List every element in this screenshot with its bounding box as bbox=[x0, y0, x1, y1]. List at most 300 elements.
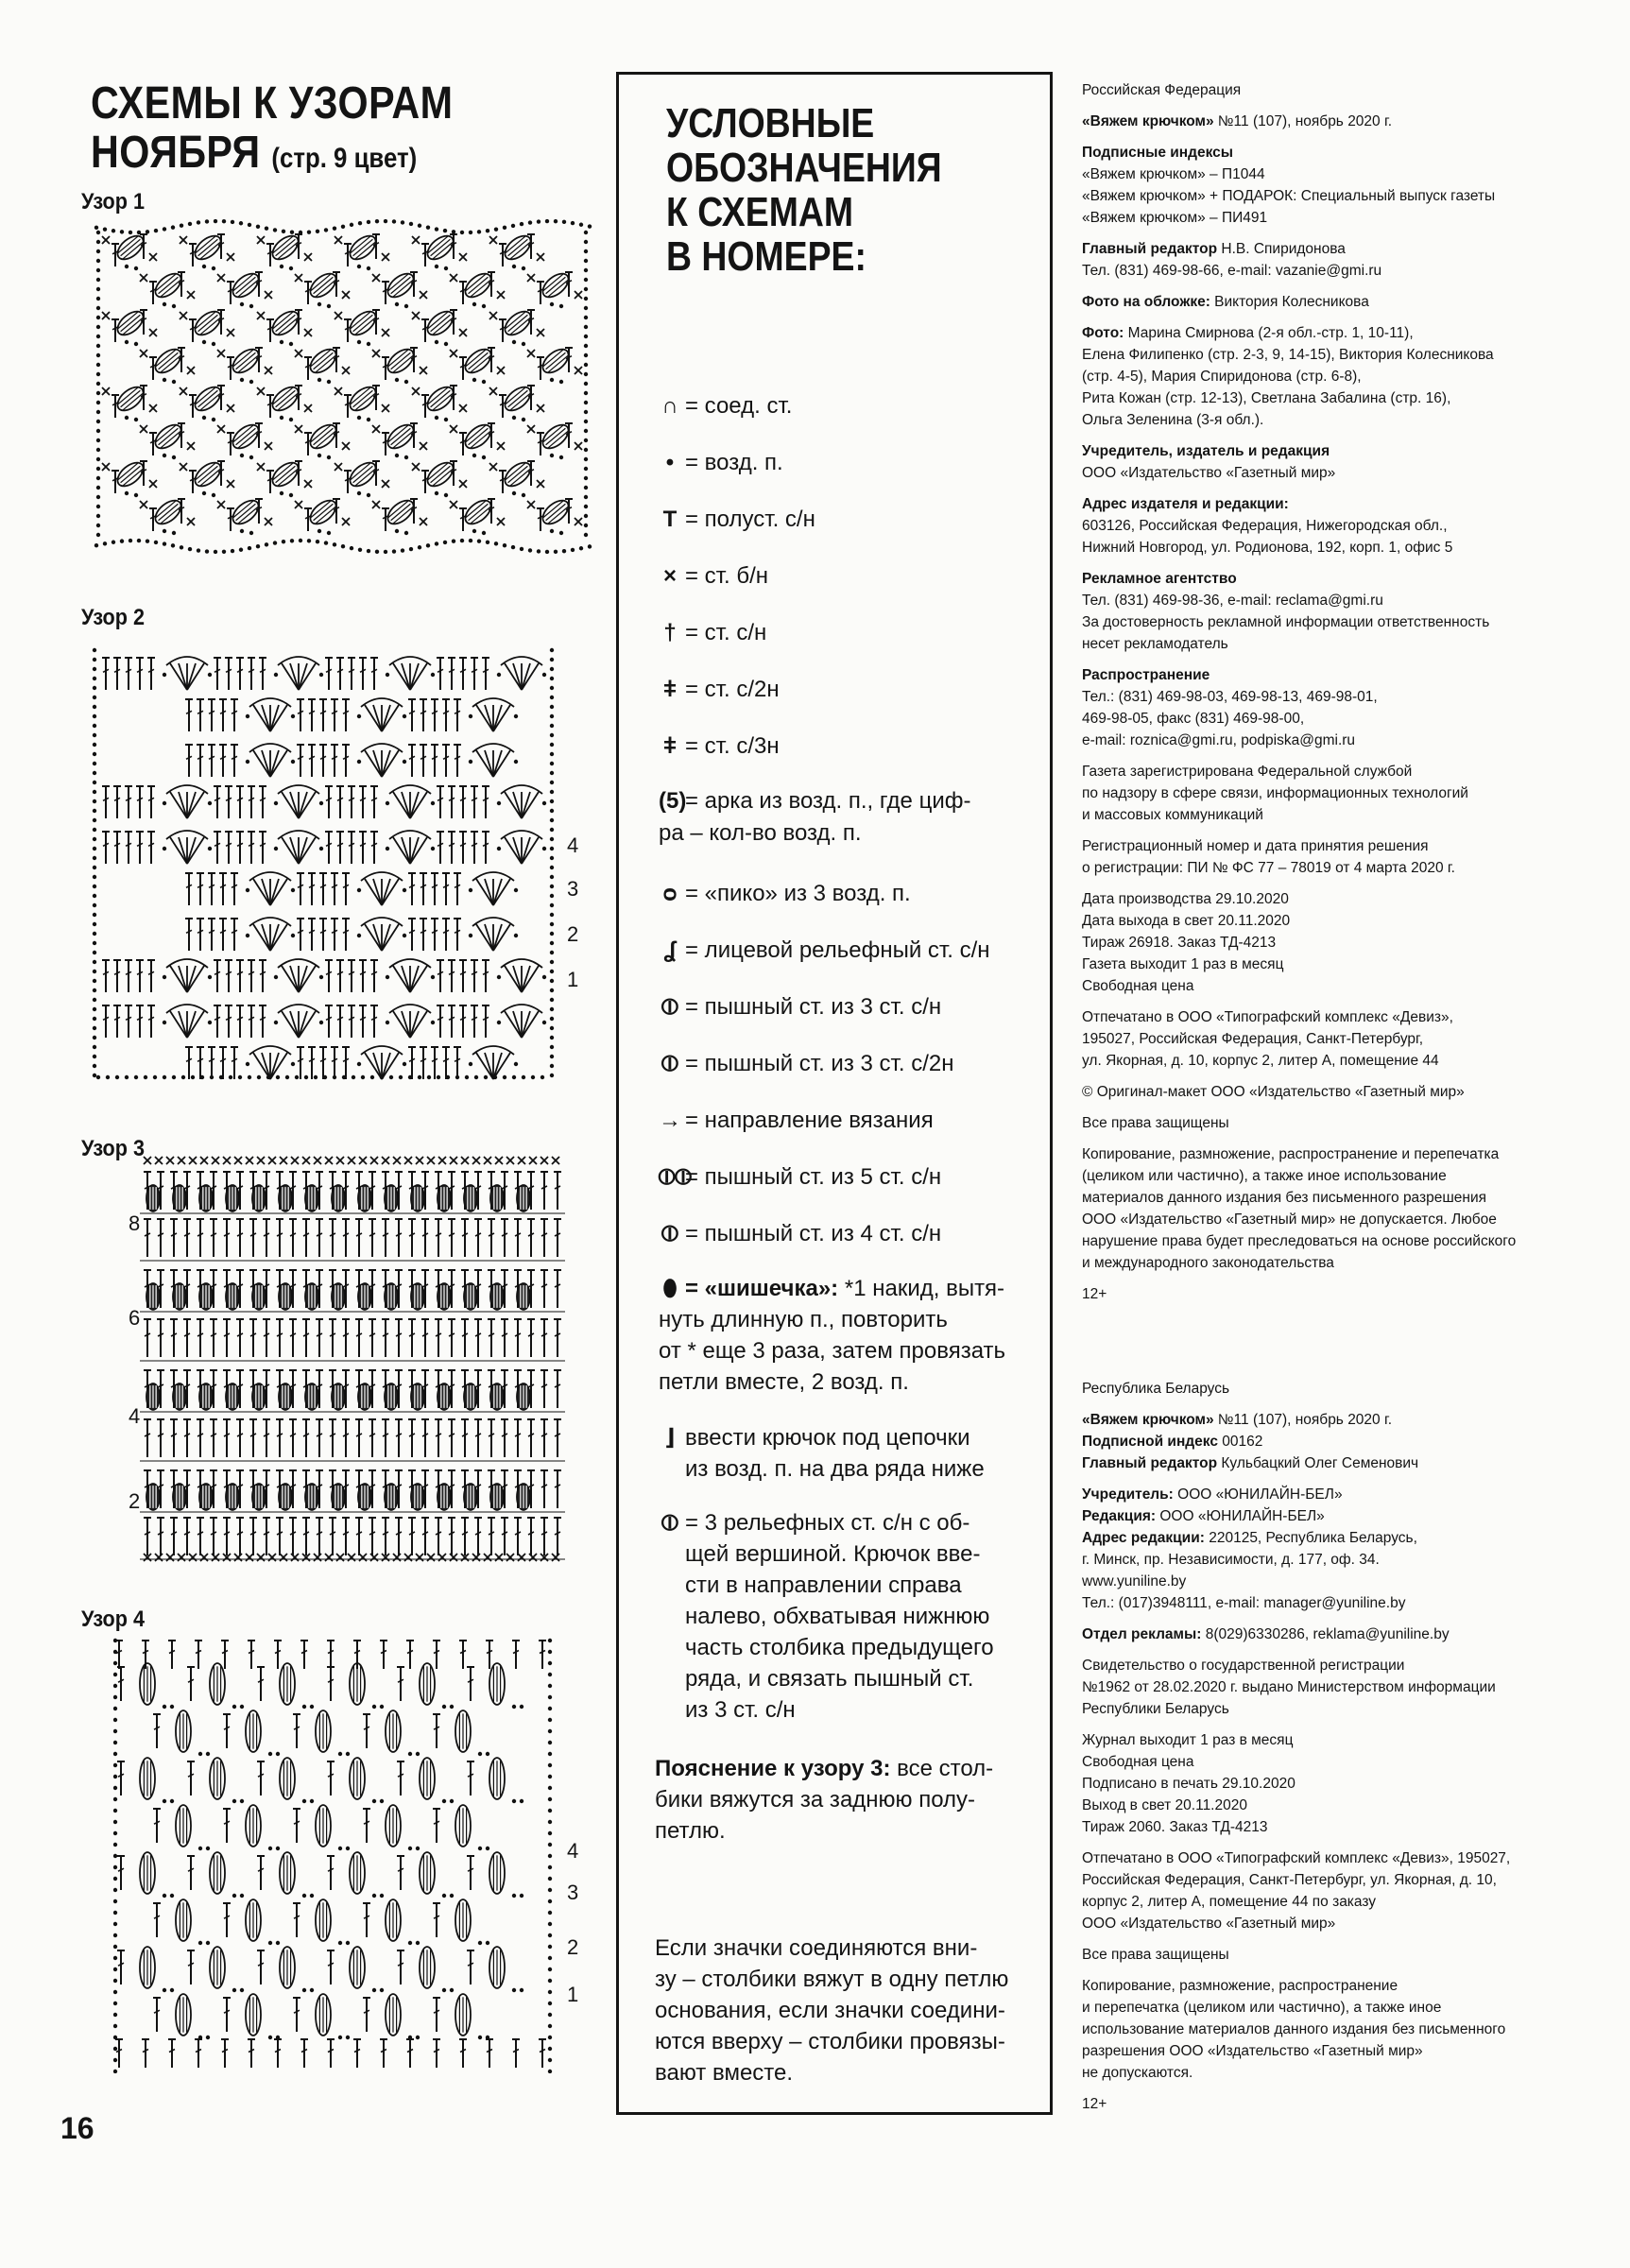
fan-stitch-line bbox=[410, 1011, 419, 1038]
puff-stitch bbox=[501, 232, 535, 264]
chain-stitch-dot bbox=[550, 913, 554, 917]
chain-stitch-dot bbox=[291, 714, 295, 718]
chain-stitch-dot bbox=[246, 934, 249, 937]
chain-stitch-dot bbox=[180, 224, 183, 228]
chain-stitch-dot bbox=[584, 476, 588, 480]
chain-stitch-dot bbox=[249, 531, 253, 535]
puff-stitch bbox=[539, 269, 573, 301]
fan-stitch-line bbox=[410, 966, 427, 992]
chain-stitch-dot bbox=[94, 226, 98, 230]
stitch-symbol-icon: → bbox=[659, 1108, 681, 1133]
chain-stitch-dot bbox=[93, 818, 96, 822]
chain-stitch-dot bbox=[550, 941, 554, 945]
chain-stitch-dot bbox=[93, 979, 96, 983]
chain-stitch-dot bbox=[240, 454, 244, 457]
puff-stitch bbox=[191, 383, 225, 415]
chain-stitch-dot bbox=[571, 548, 575, 552]
chain-stitch-dot bbox=[450, 1894, 454, 1898]
fan-stitch-line bbox=[505, 792, 522, 818]
legend-item: (5)= арка из возд. п., где циф- bbox=[659, 785, 1037, 816]
chain-stitch-dot bbox=[584, 533, 588, 537]
legend-hook-note: ⌋ ввести крючок под цепочки из возд. п. на два ряда ниже bbox=[659, 1422, 1037, 1485]
fan-stitch-line bbox=[262, 750, 270, 777]
chain-stitch-dot bbox=[163, 302, 166, 306]
imprint-line: 195027, Российская Федерация, Санкт-Петербург, bbox=[1082, 1031, 1424, 1047]
chain-stitch-dot bbox=[408, 2036, 412, 2039]
chain-stitch-dot bbox=[584, 448, 588, 452]
puff-stitch bbox=[501, 458, 535, 490]
chain-stitch-dot bbox=[265, 227, 268, 231]
stitch-symbol-icon: ⦶⦶ bbox=[659, 1164, 692, 1190]
chain-stitch-dot bbox=[478, 1847, 482, 1850]
chain-stitch-dot bbox=[96, 505, 100, 508]
imprint-line: Все права защищены bbox=[1082, 1115, 1229, 1131]
chain-stitch-dot bbox=[240, 1894, 244, 1898]
chain-stitch-dot bbox=[511, 545, 515, 549]
chain-stitch-dot bbox=[548, 1854, 552, 1858]
chain-stitch-dot bbox=[435, 491, 438, 495]
puff-stitch bbox=[316, 1805, 331, 1847]
puff-stitch bbox=[173, 1383, 186, 1410]
chain-stitch-dot bbox=[93, 677, 96, 680]
chain-stitch-dot bbox=[93, 998, 96, 1002]
chain-stitch-dot bbox=[214, 219, 217, 223]
puff-stitch bbox=[140, 1947, 155, 1988]
imprint-line: Дата производства 29.10.2020 bbox=[1082, 891, 1289, 907]
legend-item: T = полуст. с/н bbox=[659, 504, 1037, 535]
chain-stitch-dot bbox=[120, 539, 124, 542]
legend-item: ⦶ = пышный ст. из 3 ст. с/н bbox=[659, 991, 1037, 1022]
stitch-symbol-icon: • bbox=[665, 450, 675, 475]
chain-stitch-dot bbox=[113, 1922, 117, 1926]
imprint-line: (целиком или частично), а также иное использование bbox=[1082, 1168, 1447, 1184]
imprint-line: Дата выхода в свет 20.11.2020 bbox=[1082, 913, 1291, 929]
chain-stitch-dot bbox=[472, 529, 476, 533]
chain-stitch-dot bbox=[550, 752, 554, 756]
chain-stitch-dot bbox=[478, 1752, 482, 1756]
chain-stitch-dot bbox=[548, 2058, 552, 2062]
chain-stitch-dot bbox=[319, 847, 323, 850]
chain-stitch-dot bbox=[482, 304, 486, 308]
chain-stitch-dot bbox=[346, 2036, 350, 2039]
stitch-symbol-icon: ᴑ bbox=[662, 881, 678, 906]
chain-stitch-dot bbox=[512, 1799, 516, 1803]
chain-stitch-dot bbox=[548, 1945, 552, 1949]
chain-stitch-dot bbox=[357, 934, 361, 937]
chain-stitch-dot bbox=[170, 1705, 174, 1709]
imprint-line: «Вяжем крючком» + ПОДАРОК: Специальный выпуск газеты bbox=[1082, 188, 1496, 204]
chain-stitch-dot bbox=[188, 222, 192, 226]
chain-stitch-dot bbox=[249, 304, 253, 308]
chain-stitch-dot bbox=[103, 541, 107, 545]
chain-stitch-dot bbox=[314, 1075, 317, 1079]
chain-stitch-dot bbox=[380, 1894, 384, 1898]
chain-stitch-dot bbox=[113, 1639, 117, 1642]
chain-stitch-dot bbox=[478, 1941, 482, 1945]
fan-stitch-line bbox=[290, 663, 299, 690]
chain-stitch-dot bbox=[280, 265, 283, 268]
fan-stitch-line bbox=[270, 705, 287, 731]
row-number: 4 bbox=[567, 833, 579, 857]
chain-stitch-dot bbox=[550, 696, 554, 699]
chain-stitch-dot bbox=[435, 265, 438, 268]
chain-stitch-dot bbox=[497, 975, 501, 979]
chain-stitch-dot bbox=[268, 1941, 272, 1945]
puff-stitch bbox=[386, 1805, 401, 1847]
chain-stitch-dot bbox=[346, 1941, 350, 1945]
imprint-line: «Вяжем крючком» №11 (107), ноябрь 2020 г. bbox=[1082, 113, 1393, 129]
fan-stitch-line bbox=[170, 792, 187, 818]
chain-stitch-dot bbox=[542, 801, 546, 805]
chain-stitch-dot bbox=[96, 344, 100, 348]
fan-stitch-line bbox=[365, 1053, 382, 1079]
chain-stitch-dot bbox=[232, 1799, 236, 1803]
chain-stitch-dot bbox=[113, 1752, 117, 1756]
chain-stitch-dot bbox=[584, 249, 588, 253]
legend-box bbox=[616, 72, 1053, 2115]
chain-stitch-dot bbox=[163, 673, 166, 677]
puff-stitch bbox=[199, 1383, 213, 1410]
legend-item: ⦶⦶= пышный ст. из 5 ст. с/н bbox=[659, 1161, 1037, 1193]
chain-stitch-dot bbox=[93, 686, 96, 690]
chain-stitch-dot bbox=[497, 1021, 501, 1024]
chain-stitch-dot bbox=[274, 975, 278, 979]
chain-stitch-dot bbox=[584, 325, 588, 329]
chain-stitch-dot bbox=[584, 287, 588, 291]
fan-stitch-line bbox=[393, 837, 410, 864]
chain-stitch-dot bbox=[584, 457, 588, 461]
chain-stitch-dot bbox=[550, 894, 554, 898]
fan-stitch-line bbox=[299, 792, 316, 818]
imprint-line: Ольга Зеленина (3-я обл.). bbox=[1082, 412, 1264, 428]
chain-stitch-dot bbox=[548, 1843, 552, 1847]
puff-stitch bbox=[461, 421, 495, 453]
chain-stitch-dot bbox=[409, 547, 413, 551]
chain-stitch-dot bbox=[431, 801, 435, 805]
chain-stitch-dot bbox=[550, 302, 554, 306]
chain-stitch-dot bbox=[93, 1036, 96, 1040]
puff-stitch bbox=[151, 421, 185, 453]
chain-stitch-dot bbox=[584, 486, 588, 490]
chain-stitch-dot bbox=[511, 224, 515, 228]
fan-stitch-line bbox=[270, 1053, 287, 1079]
chain-stitch-dot bbox=[222, 219, 226, 223]
fan-stitch-line bbox=[187, 1011, 196, 1038]
chain-stitch-dot bbox=[537, 219, 540, 223]
imprint-line: Рекламное агентство bbox=[1082, 571, 1237, 587]
chain-stitch-dot bbox=[514, 760, 518, 764]
legend-item: ǂ = ст. с/2н bbox=[659, 674, 1037, 705]
chain-stitch-dot bbox=[197, 220, 200, 224]
chain-stitch-dot bbox=[96, 325, 100, 329]
chain-stitch-dot bbox=[232, 1894, 236, 1898]
chain-stitch-dot bbox=[367, 266, 370, 270]
chain-stitch-dot bbox=[202, 265, 206, 268]
chain-stitch-dot bbox=[452, 540, 455, 543]
puff-stitch bbox=[280, 1663, 295, 1705]
imprint-line: Тел.: (017)3948111, e-mail: manager@yuniline.by bbox=[1082, 1595, 1406, 1611]
stitch-symbol-icon: ⦶ bbox=[661, 1051, 678, 1076]
imprint-line: Копирование, размножение, распространение и перепечатка bbox=[1082, 1146, 1500, 1162]
chain-stitch-dot bbox=[514, 888, 518, 892]
chain-stitch-dot bbox=[96, 514, 100, 518]
chain-stitch-dot bbox=[550, 1036, 554, 1040]
chain-stitch-dot bbox=[291, 1062, 295, 1066]
fan-stitch-line bbox=[365, 924, 382, 951]
stitch-symbol-icon: ∩ bbox=[661, 393, 678, 419]
chain-stitch-dot bbox=[486, 1752, 489, 1756]
chain-stitch-dot bbox=[548, 1718, 552, 1722]
chain-stitch-dot bbox=[584, 429, 588, 433]
chain-stitch-dot bbox=[375, 550, 379, 554]
stitch-symbol-icon: T bbox=[662, 507, 678, 532]
chain-stitch-dot bbox=[172, 455, 176, 459]
puff-stitch bbox=[438, 1383, 451, 1410]
imprint-line: Фото на обложке: Виктория Колесникова bbox=[1082, 294, 1369, 310]
stitch-symbol-icon: (5) bbox=[659, 788, 687, 814]
puff-stitch bbox=[229, 496, 263, 528]
imprint-line: Отпечатано в ООО «Типографский комплекс «Девиз», 195027, bbox=[1082, 1850, 1511, 1866]
imprint-line: ООО «Издательство «Газетный мир» не допускается. Любое bbox=[1082, 1211, 1497, 1228]
chain-stitch-dot bbox=[113, 1854, 117, 1858]
puff-stitch bbox=[517, 1283, 530, 1310]
puff-stitch bbox=[464, 1283, 477, 1310]
chain-stitch-dot bbox=[408, 1752, 412, 1756]
chain-stitch-dot bbox=[469, 934, 472, 937]
imprint-line: 469-98-05, факс (831) 469-98-00, bbox=[1082, 711, 1305, 727]
chain-stitch-dot bbox=[431, 847, 435, 850]
legend-shishechka: ⬮ = «шишечка»: *1 накид, вытя- нуть длинную п., повторить от * еще 3 раза, затем провязать петли вместе, 2 возд. п. bbox=[659, 1273, 1037, 1398]
stitch-symbol-icon: ʆ bbox=[663, 937, 677, 963]
fan-stitch-line bbox=[187, 966, 204, 992]
stitch-symbol-icon: × bbox=[662, 563, 677, 589]
chain-stitch-dot bbox=[426, 225, 430, 229]
chain-stitch-dot bbox=[386, 673, 389, 677]
chain-stitch-dot bbox=[163, 378, 166, 382]
chain-stitch-dot bbox=[163, 975, 166, 979]
chain-stitch-dot bbox=[550, 454, 554, 457]
stitch-symbol-icon: ǂ bbox=[662, 677, 678, 702]
chain-stitch-dot bbox=[584, 353, 588, 357]
chain-stitch-dot bbox=[403, 714, 406, 718]
chain-stitch-dot bbox=[113, 1809, 117, 1813]
chain-stitch-dot bbox=[548, 1695, 552, 1699]
chain-stitch-dot bbox=[550, 677, 554, 680]
puff-stitch bbox=[140, 1852, 155, 1894]
imprint-line: ООО «Издательство «Газетный мир» bbox=[1082, 465, 1336, 481]
chain-stitch-dot bbox=[482, 380, 486, 384]
puff-stitch bbox=[332, 1283, 345, 1310]
chain-stitch-dot bbox=[96, 353, 100, 357]
chain-stitch-dot bbox=[93, 1026, 96, 1030]
chain-stitch-dot bbox=[512, 416, 516, 420]
chain-stitch-dot bbox=[542, 673, 546, 677]
chain-stitch-dot bbox=[125, 1075, 129, 1079]
row-number: 3 bbox=[567, 1881, 579, 1904]
legend-item: ∩ = соед. ст. bbox=[659, 390, 1037, 421]
pattern-2-chart bbox=[91, 646, 558, 1083]
chain-stitch-dot bbox=[372, 1988, 376, 1992]
chain-stitch-dot bbox=[444, 342, 448, 346]
chain-stitch-dot bbox=[367, 418, 370, 421]
chain-stitch-dot bbox=[240, 302, 244, 306]
chain-stitch-dot bbox=[584, 372, 588, 376]
chain-stitch-dot bbox=[514, 934, 518, 937]
chain-stitch-dot bbox=[550, 856, 554, 860]
puff-stitch bbox=[423, 232, 457, 264]
chain-stitch-dot bbox=[542, 847, 546, 850]
puff-stitch bbox=[268, 232, 302, 264]
imprint-line: Учредитель, издатель и редакция bbox=[1082, 443, 1330, 459]
fan-stitch-line bbox=[262, 705, 270, 731]
fan-stitch-line bbox=[270, 750, 279, 777]
chain-stitch-dot bbox=[113, 2058, 117, 2062]
chain-stitch-dot bbox=[154, 229, 158, 232]
fan-stitch-line bbox=[393, 792, 410, 818]
puff-stitch bbox=[384, 269, 418, 301]
puff-stitch bbox=[140, 1758, 155, 1799]
chain-stitch-dot bbox=[372, 1705, 376, 1709]
fan-stitch-line bbox=[382, 705, 399, 731]
chain-stitch-dot bbox=[494, 227, 498, 231]
chain-stitch-dot bbox=[240, 1988, 244, 1992]
fan-stitch-line bbox=[382, 879, 390, 905]
pattern-3-label: Узор 3 bbox=[81, 1136, 145, 1161]
fan-stitch-line bbox=[382, 879, 399, 905]
chain-stitch-dot bbox=[170, 1988, 174, 1992]
chain-stitch-dot bbox=[367, 549, 370, 553]
chain-stitch-dot bbox=[372, 1799, 376, 1803]
chain-stitch-dot bbox=[520, 547, 523, 551]
chain-stitch-dot bbox=[548, 1888, 552, 1892]
fan-stitch-line bbox=[485, 705, 493, 731]
chain-stitch-dot bbox=[134, 266, 138, 270]
puff-stitch bbox=[489, 1663, 505, 1705]
legend-title: УСЛОВНЫЕ ОБОЗНАЧЕНИЯ К СХЕМАМ В НОМЕРЕ: bbox=[666, 100, 942, 280]
chain-stitch-dot bbox=[550, 658, 554, 662]
imprint-line: 603126, Российская Федерация, Нижегородская обл., bbox=[1082, 518, 1448, 534]
chain-stitch-dot bbox=[214, 550, 217, 554]
chain-stitch-dot bbox=[205, 549, 209, 553]
imprint-line: Все права защищены bbox=[1082, 1947, 1229, 1963]
fan-stitch-line bbox=[382, 924, 390, 951]
chain-stitch-dot bbox=[562, 549, 566, 553]
chain-stitch-dot bbox=[548, 1673, 552, 1676]
chain-stitch-dot bbox=[548, 1786, 552, 1790]
puff-stitch bbox=[332, 1484, 345, 1510]
chain-stitch-dot bbox=[289, 418, 293, 421]
chain-stitch-dot bbox=[401, 220, 404, 224]
chain-stitch-dot bbox=[93, 960, 96, 964]
chain-stitch-dot bbox=[265, 542, 268, 546]
chain-stitch-dot bbox=[163, 454, 166, 457]
chain-stitch-dot bbox=[520, 1988, 523, 1992]
page-title bbox=[91, 79, 453, 183]
puff-stitch bbox=[199, 1484, 213, 1510]
chain-stitch-dot bbox=[96, 287, 100, 291]
chain-stitch-dot bbox=[273, 228, 277, 232]
puff-stitch bbox=[350, 1947, 365, 1988]
chain-stitch-dot bbox=[290, 230, 294, 233]
puff-stitch bbox=[490, 1383, 504, 1410]
imprint-line: Журнал выходит 1 раз в месяц bbox=[1082, 1732, 1294, 1748]
chain-stitch-dot bbox=[96, 495, 100, 499]
pattern-4-chart bbox=[113, 1637, 558, 2073]
chain-stitch-dot bbox=[239, 548, 243, 552]
chain-stitch-dot bbox=[93, 714, 96, 718]
puff-stitch bbox=[517, 1484, 530, 1510]
chain-stitch-dot bbox=[571, 221, 575, 225]
chain-stitch-dot bbox=[113, 1775, 117, 1778]
chain-stitch-dot bbox=[559, 380, 563, 384]
imprint-line: и международного законодательства bbox=[1082, 1255, 1334, 1271]
puff-stitch bbox=[384, 421, 418, 453]
chain-stitch-dot bbox=[125, 265, 129, 268]
puff-stitch bbox=[305, 1283, 318, 1310]
puff-stitch bbox=[316, 1994, 331, 2036]
fan-stitch-line bbox=[382, 750, 399, 777]
puff-stitch bbox=[176, 1805, 191, 1847]
imprint-line: Главный редактор Н.В. Спиридонова bbox=[1082, 241, 1346, 257]
chain-stitch-dot bbox=[134, 342, 138, 346]
chain-stitch-dot bbox=[319, 975, 323, 979]
chain-stitch-dot bbox=[550, 686, 554, 690]
chain-stitch-dot bbox=[548, 1933, 552, 1937]
fan-stitch-line bbox=[476, 879, 493, 905]
puff-stitch bbox=[252, 1383, 266, 1410]
fan-stitch-line bbox=[282, 966, 299, 992]
puff-stitch bbox=[332, 1383, 345, 1410]
chain-stitch-dot bbox=[418, 1075, 421, 1079]
chain-stitch-dot bbox=[380, 1705, 384, 1709]
chain-stitch-dot bbox=[357, 416, 361, 420]
imprint-line: Подписной индекс 00162 bbox=[1082, 1434, 1263, 1450]
fan-stitch-line bbox=[402, 837, 410, 864]
chain-stitch-dot bbox=[562, 220, 566, 224]
pattern-3-chart bbox=[140, 1151, 575, 1567]
chain-stitch-dot bbox=[548, 1865, 552, 1869]
chain-stitch-dot bbox=[550, 799, 554, 803]
chain-stitch-dot bbox=[418, 224, 421, 228]
chain-stitch-dot bbox=[290, 539, 294, 542]
chain-stitch-dot bbox=[548, 1707, 552, 1710]
chain-stitch-dot bbox=[341, 544, 345, 548]
chain-stitch-dot bbox=[113, 1911, 117, 1915]
chain-stitch-dot bbox=[395, 529, 399, 533]
puff-stitch bbox=[539, 345, 573, 377]
imprint-line: © Оригинал-макет ООО «Издательство «Газетный мир» bbox=[1082, 1084, 1465, 1100]
chain-stitch-dot bbox=[469, 760, 472, 764]
chain-stitch-dot bbox=[357, 340, 361, 344]
chain-stitch-dot bbox=[93, 847, 96, 850]
imprint-line: Отдел рекламы: 8(029)6330286, reklama@yuniline.by bbox=[1082, 1626, 1450, 1642]
fan-stitch-line bbox=[493, 705, 510, 731]
pattern-1-label: Узор 1 bbox=[81, 189, 145, 215]
puff-stitch bbox=[461, 269, 495, 301]
chain-stitch-dot bbox=[497, 673, 501, 677]
chain-stitch-dot bbox=[444, 418, 448, 421]
fan-stitch-line bbox=[187, 966, 196, 992]
chain-stitch-dot bbox=[548, 1729, 552, 1733]
chain-stitch-dot bbox=[113, 1820, 117, 1824]
puff-stitch bbox=[386, 1994, 401, 2036]
puff-stitch bbox=[489, 1852, 505, 1894]
imprint-line: Адрес издателя и редакции: bbox=[1082, 496, 1289, 512]
puff-stitch bbox=[113, 458, 147, 490]
chain-stitch-dot bbox=[584, 268, 588, 272]
puff-stitch bbox=[226, 1185, 239, 1211]
chain-stitch-dot bbox=[163, 227, 166, 231]
